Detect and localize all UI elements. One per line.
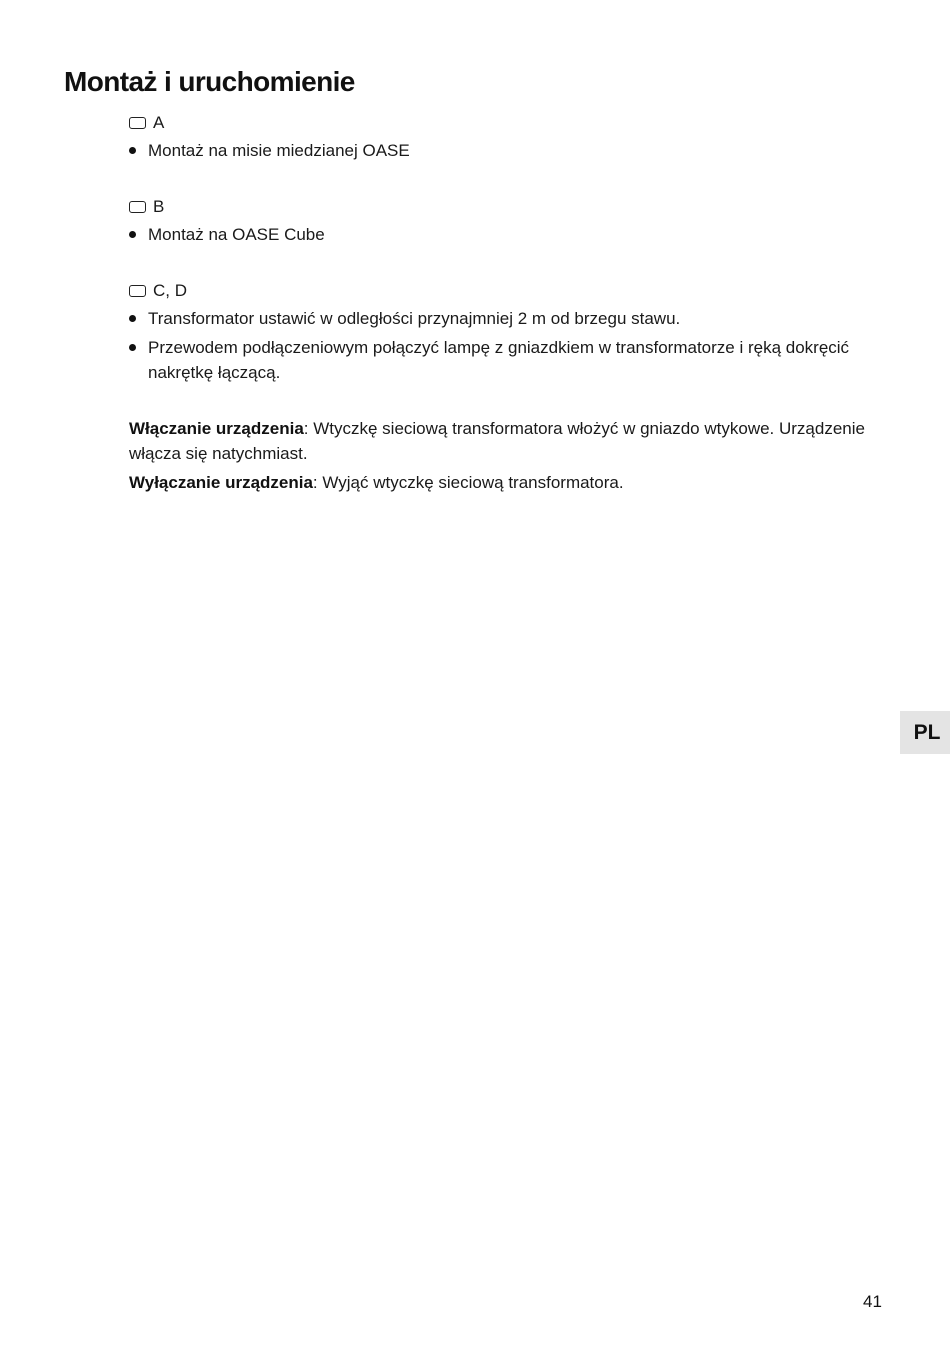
bullet-icon bbox=[129, 315, 136, 322]
list-item-text: Transformator ustawić w odległości przynajmniej 2 m od brzegu stawu. bbox=[148, 309, 681, 328]
bullet-list bbox=[129, 306, 889, 385]
switch-on-text: : Wtyczkę sieciową transformatora włożyć w gniazdo wtykowe. Urządzenie włącza się natychmiast. bbox=[129, 419, 865, 463]
list-item-text: Montaż na misie miedzianej OASE bbox=[148, 141, 410, 160]
list-item-text: Przewodem podłączeniowym połączyć lampę z gniazdkiem w transformatorze i ręką dokręcić nakrętkę łączącą. bbox=[148, 338, 850, 382]
figure-icon bbox=[129, 117, 146, 129]
switch-on-paragraph bbox=[129, 416, 889, 466]
figure-reference-b bbox=[129, 194, 889, 219]
page-number: 41 bbox=[863, 1292, 882, 1311]
list-item-text: Montaż na OASE Cube bbox=[148, 225, 325, 244]
page-title: Montaż i uruchomienie bbox=[64, 66, 355, 97]
switch-off-paragraph bbox=[129, 470, 889, 495]
bullet-list bbox=[129, 138, 889, 163]
figure-icon bbox=[129, 201, 146, 213]
language-tab: PL bbox=[900, 711, 950, 754]
bullet-icon bbox=[129, 344, 136, 351]
figure-icon bbox=[129, 285, 146, 297]
figure-reference-label: A bbox=[153, 113, 165, 132]
figure-reference-a bbox=[129, 110, 889, 135]
list-item bbox=[129, 335, 889, 385]
bullet-icon bbox=[129, 231, 136, 238]
bullet-list bbox=[129, 222, 889, 247]
bullet-icon bbox=[129, 147, 136, 154]
figure-reference-label: B bbox=[153, 197, 165, 216]
list-item bbox=[129, 306, 889, 331]
figure-reference-label: C, D bbox=[153, 281, 187, 300]
figure-reference-cd bbox=[129, 278, 889, 303]
switch-on-label: Włączanie urządzenia bbox=[129, 419, 304, 438]
list-item bbox=[129, 222, 889, 247]
list-item bbox=[129, 138, 889, 163]
content-body bbox=[129, 110, 889, 499]
switch-off-label: Wyłączanie urządzenia bbox=[129, 473, 313, 492]
switch-off-text: : Wyjąć wtyczkę sieciową transformatora. bbox=[312, 473, 624, 492]
